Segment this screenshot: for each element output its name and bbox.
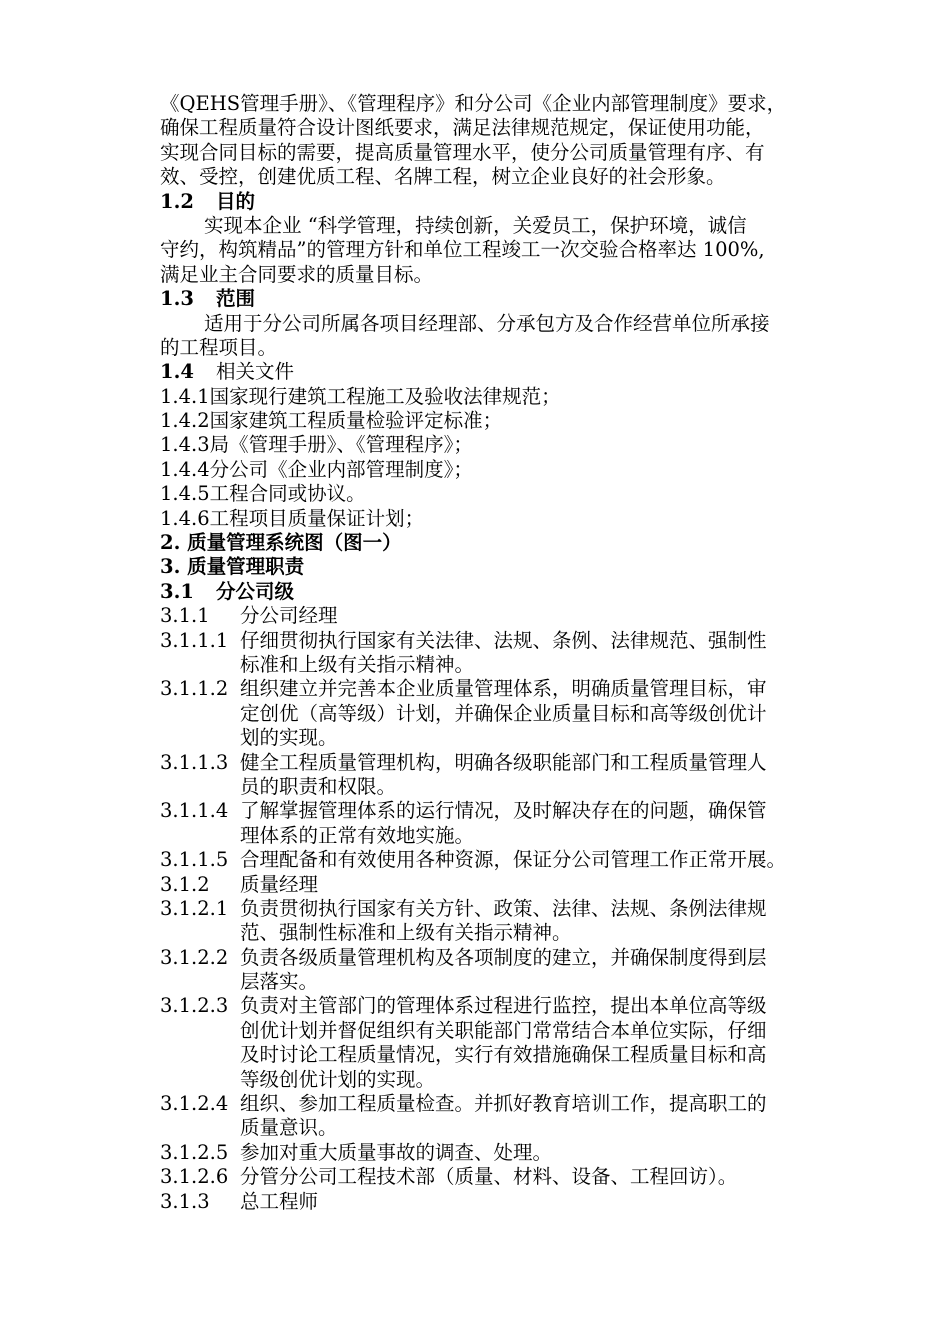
duty-continuation-line: 等级创优计划的实现。 [240, 1067, 436, 1091]
duty-item [160, 897, 860, 946]
duty-continuation-line: 及时讨论工程质量情况，实行有效措施确保工程质量目标和高 [240, 1043, 767, 1067]
item-text: 合理配备和有效使用各种资源，保证分公司管理工作正常开展。 [240, 848, 787, 872]
duty-item [160, 1165, 860, 1189]
section-number: 1.4 [160, 360, 194, 384]
list-item: 1.4.1国家现行建筑工程施工及验收法律规范； [160, 384, 561, 408]
text-line: 确保工程质量符合设计图纸要求，满足法律规范规定，保证使用功能， [160, 116, 765, 140]
duty-first-line [160, 946, 860, 970]
text-line: 实现合同目标的需要，提高质量管理水平，使分公司质量管理有序、有 [160, 140, 765, 164]
section-number: 3.1.1 [160, 604, 210, 628]
section-number: 3.1.3 [160, 1189, 210, 1213]
duty-continuation-line: 层落实。 [240, 970, 319, 994]
item-number: 3.1.1.5 [160, 848, 229, 872]
duty-item [160, 946, 860, 995]
item-text: 组织、参加工程质量检查。并抓好教育培训工作，提高职工的 [240, 1092, 767, 1116]
section-number: 3.1 [160, 579, 194, 603]
duty-first-line [160, 1141, 860, 1165]
duty-item [160, 751, 860, 800]
section-heading-1-4 [160, 360, 860, 384]
text-line: 实现本企业 “科学管理，持续创新，关爱员工，保护环境，诚信 [204, 213, 747, 237]
section-1-2-body [160, 214, 860, 287]
duty-continuation-line: 标准和上级有关指示精神。 [240, 652, 475, 676]
duties-list [160, 897, 860, 1190]
section-number: 1.3 [160, 287, 194, 311]
item-number: 3.1.2.1 [160, 896, 229, 920]
duty-first-line [160, 897, 860, 921]
item-number: 3.1.1.4 [160, 799, 229, 823]
duty-item [160, 848, 860, 872]
list-item: 1.4.4分公司《企业内部管理制度》； [160, 457, 473, 481]
duty-continuation-line: 定创优（高等级）计划，并确保企业质量目标和高等级创优计 [240, 701, 767, 725]
duty-item [160, 799, 860, 848]
duty-item [160, 1141, 860, 1165]
duty-first-line [160, 848, 860, 872]
text-line: 适用于分公司所属各项目经理部、分承包方及合作经营单位所承接 [204, 311, 770, 335]
duty-continuation-line: 创优计划并督促组织有关职能部门常常结合本单位实际，仔细 [240, 1018, 767, 1042]
duty-continuation-line: 范、强制性标准和上级有关指示精神。 [240, 921, 572, 945]
duty-first-line [160, 751, 860, 775]
item-text: 负责对主管部门的管理体系过程进行监控，提出本单位高等级 [240, 994, 767, 1018]
item-text: 负责贯彻执行国家有关方针、政策、法律、法规、条例法律规 [240, 896, 767, 920]
section-title: 质量经理 [240, 872, 319, 896]
section-number: 1.2 [160, 189, 194, 213]
section-title: 范围 [216, 287, 256, 311]
item-number: 3.1.2.5 [160, 1140, 229, 1164]
chapter-heading-2: 2. 质量管理系统图（图一） [160, 531, 402, 555]
text-line: 《QEHS管理手册》、《管理程序》和分公司《企业内部管理制度》要求， [160, 92, 787, 115]
duty-continuation-line: 理体系的正常有效地实施。 [240, 823, 475, 847]
subsection-heading-3-1-3 [160, 1190, 860, 1214]
section-heading-3-1 [160, 580, 860, 604]
section-1-3-body [160, 312, 860, 361]
item-text: 参加对重大质量事故的调查、处理。 [240, 1140, 553, 1164]
text-line: 的工程项目。 [160, 335, 278, 359]
intro-paragraph [160, 92, 860, 190]
text-line: 守约，构筑精品”的管理方针和单位工程竣工一次交验合格率达 100%, [160, 238, 765, 262]
duty-first-line [160, 677, 860, 701]
duty-continuation-line: 员的职责和权限。 [240, 774, 397, 798]
section-title: 分公司级 [216, 579, 295, 603]
item-text: 组织建立并完善本企业质量管理体系，明确质量管理目标，审 [240, 677, 767, 701]
item-number: 3.1.2.2 [160, 945, 229, 969]
duty-continuation-line: 质量意识。 [240, 1116, 338, 1140]
duty-continuation-line: 划的实现。 [240, 726, 338, 750]
duty-item [160, 629, 860, 678]
item-text: 负责各级质量管理机构及各项制度的建立，并确保制度得到层 [240, 945, 767, 969]
item-text: 分管分公司工程技术部（质量、材料、设备、工程回访）。 [240, 1165, 738, 1189]
text-line: 满足业主合同要求的质量目标。 [160, 262, 434, 286]
duties-list [160, 629, 860, 873]
text-line: 效、受控，创建优质工程、名牌工程，树立企业良好的社会形象。 [160, 165, 726, 189]
section-title: 分公司经理 [240, 604, 338, 628]
subsection-heading-3-1-1 [160, 604, 860, 628]
item-number: 3.1.2.4 [160, 1092, 229, 1116]
section-title: 总工程师 [240, 1189, 319, 1213]
list-item: 1.4.6工程项目质量保证计划； [160, 506, 425, 530]
section-heading-1-2 [160, 190, 860, 214]
list-item: 1.4.5工程合同或协议。 [160, 482, 366, 506]
duty-item [160, 994, 860, 1092]
item-number: 3.1.1.3 [160, 750, 229, 774]
subsection-heading-3-1-2 [160, 873, 860, 897]
section-number: 3.1.2 [160, 872, 210, 896]
item-number: 3.1.2.3 [160, 994, 229, 1018]
item-text: 健全工程质量管理机构，明确各级职能部门和工程质量管理人 [240, 750, 767, 774]
item-number: 3.1.2.6 [160, 1165, 229, 1189]
duty-first-line [160, 1092, 860, 1116]
section-heading-1-3 [160, 287, 860, 311]
duty-first-line [160, 799, 860, 823]
duty-item [160, 1092, 860, 1141]
duty-first-line [160, 994, 860, 1018]
duty-first-line [160, 629, 860, 653]
item-text: 仔细贯彻执行国家有关法律、法规、条例、法律规范、强制性 [240, 628, 767, 652]
chapter-heading-3: 3. 质量管理职责 [160, 555, 305, 579]
list-item: 1.4.2国家建筑工程质量检验评定标准； [160, 409, 503, 433]
duty-item [160, 677, 860, 750]
section-title: 相关文件 [216, 360, 295, 384]
item-number: 3.1.1.2 [160, 677, 229, 701]
document-page [160, 92, 860, 1214]
list-item: 1.4.3局《管理手册》、《管理程序》； [160, 433, 473, 457]
duty-first-line [160, 1165, 860, 1189]
item-text: 了解掌握管理体系的运行情况，及时解决存在的问题，确保管 [240, 799, 767, 823]
section-title: 目的 [216, 189, 256, 213]
related-documents-list [160, 385, 860, 531]
item-number: 3.1.1.1 [160, 628, 229, 652]
